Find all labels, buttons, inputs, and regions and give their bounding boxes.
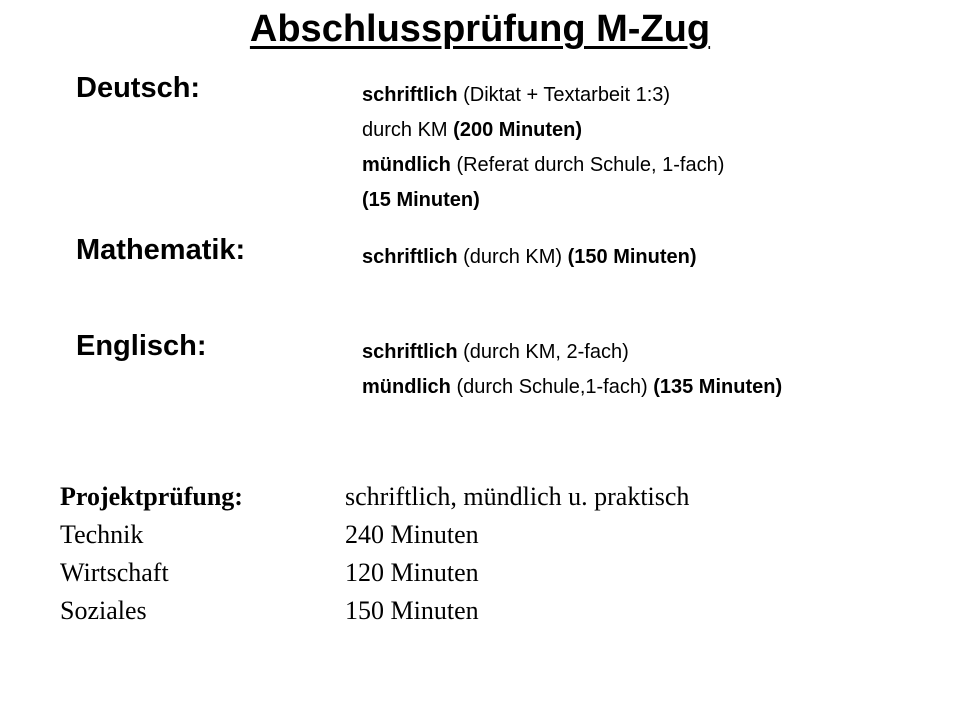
projekt-row — [60, 478, 689, 516]
subject-label-mathematik: Mathematik: — [76, 234, 246, 266]
subject-details-deutsch — [362, 78, 724, 218]
detail-line — [362, 370, 782, 405]
detail-text: durch KM — [362, 119, 454, 141]
subject-details-mathematik — [362, 240, 697, 275]
projekt-value: 240 Minuten — [345, 520, 479, 549]
detail-line — [362, 78, 724, 113]
detail-bold: (135 Minuten) — [653, 376, 783, 398]
projekt-label: Technik — [60, 520, 144, 549]
projekt-label: Wirtschaft — [60, 558, 169, 587]
detail-text: (durch KM, 2-fach) — [457, 341, 629, 363]
detail-bold: schriftlich — [362, 341, 458, 363]
projekt-value: 120 Minuten — [345, 558, 479, 587]
detail-bold: mündlich — [362, 154, 451, 176]
subject-details-englisch — [362, 335, 782, 405]
projekt-label: Soziales — [60, 596, 147, 625]
detail-bold: mündlich — [362, 376, 451, 398]
detail-line — [362, 113, 724, 148]
detail-bold: schriftlich — [362, 246, 458, 268]
detail-text: (Diktat + Textarbeit 1:3) — [457, 84, 671, 106]
projekt-value: schriftlich, mündlich u. praktisch — [345, 482, 690, 511]
detail-text: (durch Schule,1-fach) — [450, 376, 654, 398]
projekt-value: 150 Minuten — [345, 596, 479, 625]
detail-text: (durch KM) — [457, 246, 568, 268]
projekt-row — [60, 554, 689, 592]
detail-bold: (150 Minuten) — [567, 246, 697, 268]
detail-bold: (15 Minuten) — [362, 189, 480, 211]
page-title: Abschlussprüfung M-Zug — [249, 8, 711, 50]
subject-label-englisch: Englisch: — [76, 330, 207, 362]
projekt-row — [60, 516, 689, 554]
detail-line — [362, 240, 697, 275]
subject-label-deutsch: Deutsch: — [76, 72, 201, 104]
detail-text: (Referat durch Schule, 1-fach) — [450, 154, 725, 176]
detail-line — [362, 183, 724, 218]
detail-line — [362, 335, 782, 370]
projekt-row — [60, 592, 689, 630]
detail-bold: (200 Minuten) — [453, 119, 583, 141]
projekt-table — [60, 478, 689, 630]
detail-line — [362, 148, 724, 183]
detail-bold: schriftlich — [362, 84, 458, 106]
projekt-heading: Projektprüfung: — [60, 482, 243, 511]
